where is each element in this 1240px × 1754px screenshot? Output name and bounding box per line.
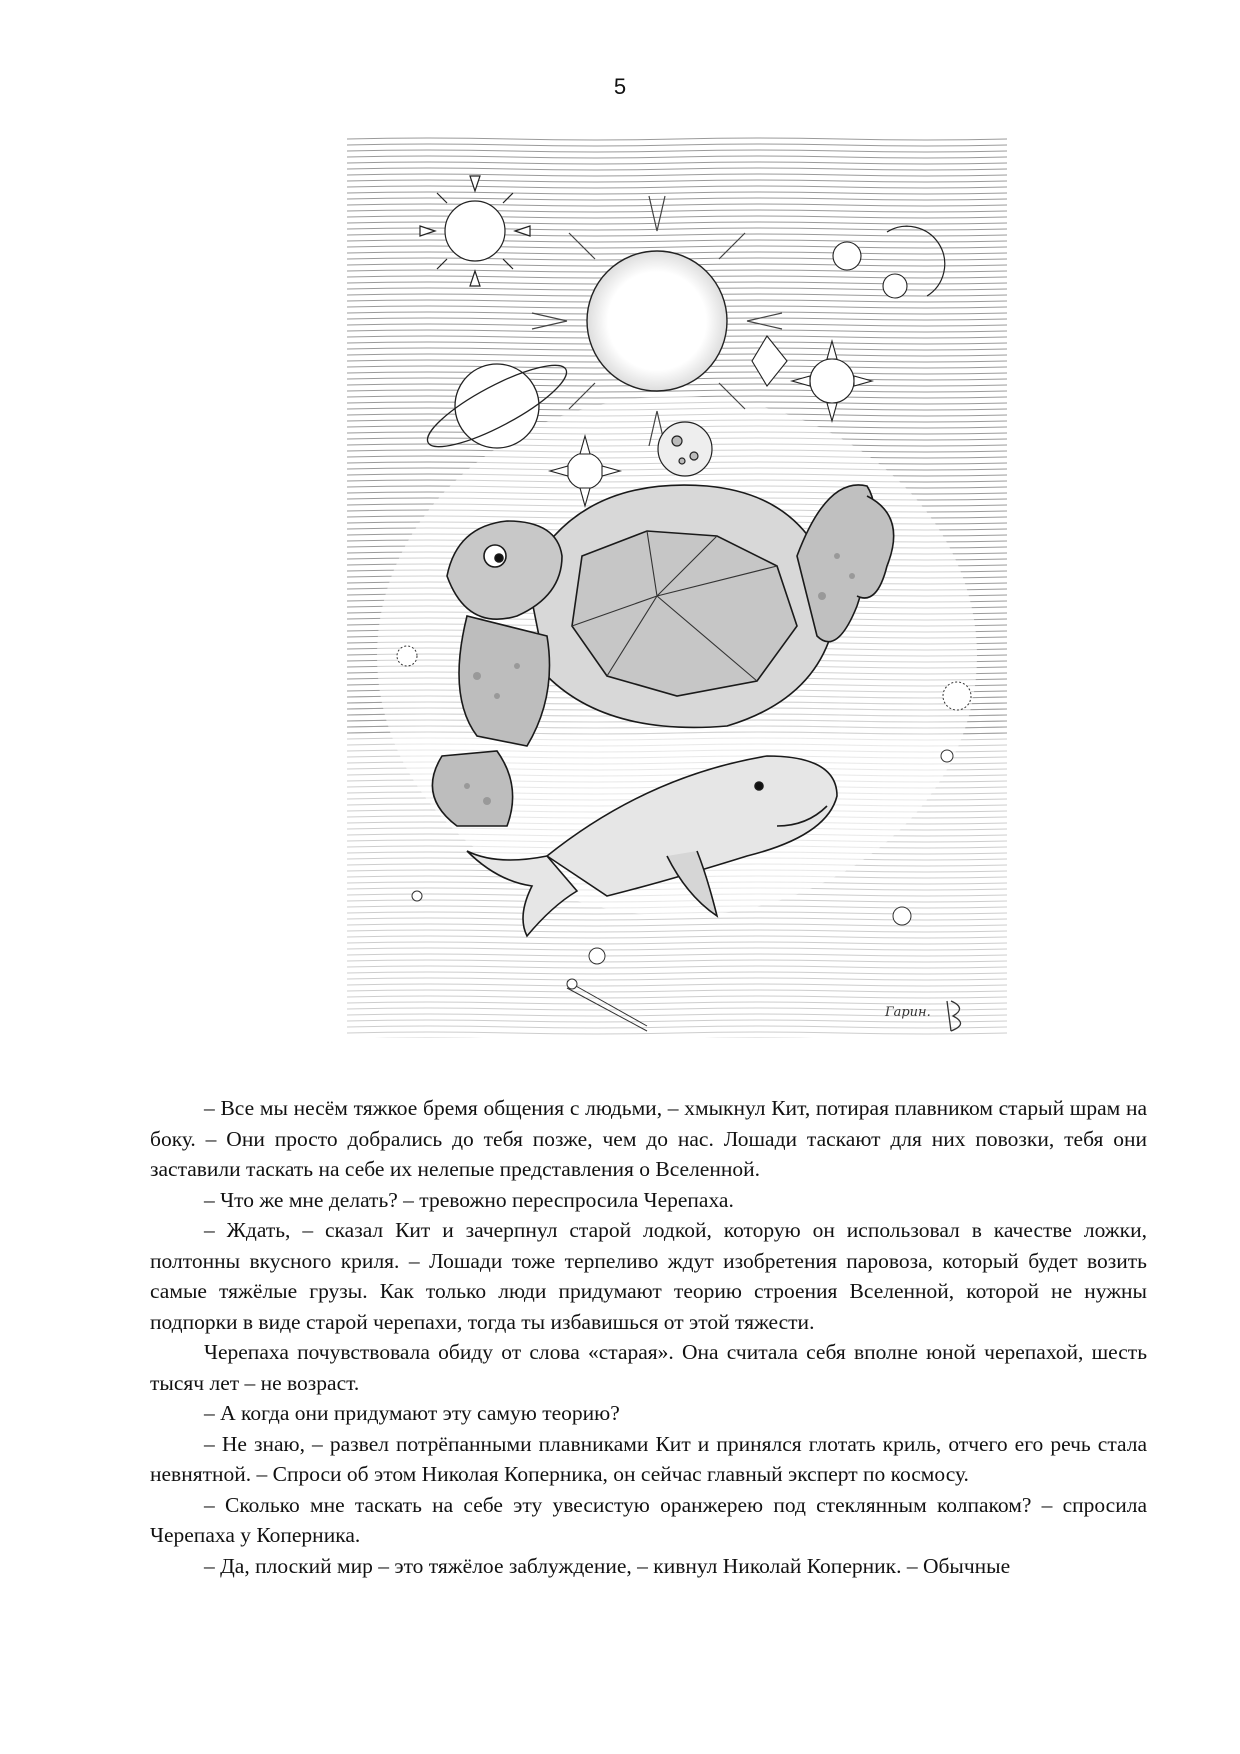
paragraph: – Что же мне делать? – тревожно переспросила Черепаха.	[204, 1187, 734, 1212]
cratered-moon	[658, 422, 712, 476]
paragraph: – Не знаю, – развел потрёпанными плавниками Кит и принялся глотать криль, отчего его речь стала невнятной. – Спроси об этом Николая Коперника, он сейчас главный эксперт по космосу.	[150, 1431, 1147, 1486]
paragraph: – Да, плоский мир – это тяжёлое заблуждение, – кивнул Николай Коперник. – Обычные	[204, 1553, 1011, 1578]
paragraph: – Все мы несём тяжкое бремя общения с людьми, – хмыкнул Кит, потирая плавником старый шрам на боку. – Они просто добрались до тебя позже, чем до нас. Лошади таскают для них повозки, тебя они заставили таскать на себе их нелепые представления о Вселенной.	[150, 1096, 1147, 1181]
paragraph: – Ждать, – сказал Кит и зачерпнул старой лодкой, которую он использовал в качестве ложки, полтонны вкусного криля. – Лошади тоже терпеливо ждут изобретения паровоза, который будет возить самые тяжёлые грузы. Как только люди придумают теорию строения Вселенной, которой не нужны подпорки в виде старой черепахи, тогда ты избавишься от этой тяжести.	[150, 1218, 1147, 1334]
paragraph: Черепаха почувствовала обиду от слова «старая». Она считала себя вполне юной черепахой, шесть тысяч лет – не возраст.	[150, 1340, 1147, 1395]
illustrator-signature: Гарин.	[885, 1005, 931, 1020]
story-text	[150, 1093, 1147, 1581]
illustration-drawing	[347, 136, 1007, 1038]
page-number: 5	[613, 74, 627, 99]
paragraph: – А когда они придумают эту самую теорию?	[204, 1401, 620, 1425]
turtle-whale-cosmos-illustration	[347, 136, 1007, 1038]
paragraph: – Сколько мне таскать на себе эту увесистую оранжерею под стеклянным колпаком? – спросила Черепаха у Коперника.	[150, 1492, 1147, 1547]
